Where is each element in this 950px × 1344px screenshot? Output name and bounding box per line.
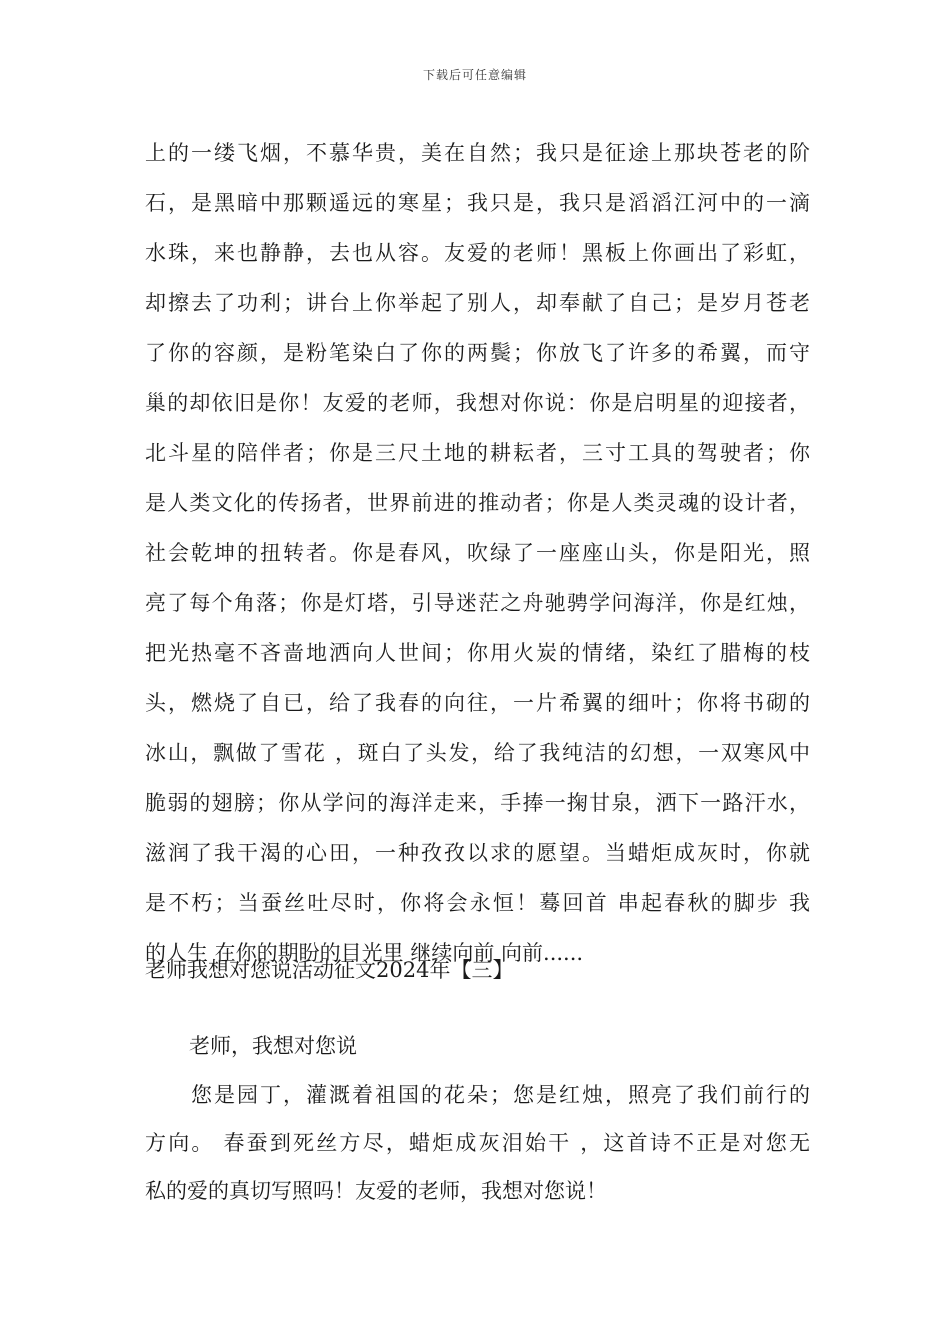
paragraph-line: 把光热毫不吝啬地洒向人世间；你用火炭的情绪，染红了腊梅的枝: [145, 641, 810, 665]
paragraph-line: 石，是黑暗中那颗遥远的寒星；我只是，我只是滔滔江河中的一滴: [145, 191, 810, 215]
page-header-note: 下载后可任意编辑: [422, 68, 527, 82]
paragraph-line: 却擦去了功利；讲台上你举起了别人，却奉献了自己；是岁月苍老: [145, 291, 810, 315]
paragraph-line: 头，燃烧了自已，给了我春的向往，一片希翼的细叶；你将书砌的: [145, 691, 810, 715]
paragraph-line: 冰山，飘做了雪花 ，斑白了头发，给了我纯洁的幻想，一双寒风中: [145, 741, 810, 765]
paragraph-line: 的人生 在你的期盼的目光里 继续向前 向前......: [145, 941, 584, 965]
paragraph-line: 是人类文化的传扬者，世界前进的推动者；你是人类灵魂的设计者，: [145, 491, 810, 515]
paragraph-line-text: 您是园丁，灌溉着祖国的花朵；您是红烛，照亮了我们前行的: [189, 1083, 810, 1107]
paragraph-line: 脆弱的翅膀；你从学问的海洋走来，手捧一掬甘泉，洒下一路汗水，: [145, 791, 810, 815]
paragraph-line: 是不朽；当蚕丝吐尽时，你将会永恒！蓦回首 串起春秋的脚步 我: [145, 891, 810, 915]
section-title: 老师我想对您说活动征文2024年【三】: [145, 958, 514, 982]
paragraph-2: [145, 1071, 810, 1215]
paragraph-1: [145, 128, 810, 978]
paragraph-line: 方向。 春蚕到死丝方尽，蜡炬成灰泪始干 ，这首诗不正是对您无: [145, 1131, 810, 1155]
paragraph-line: [145, 1071, 810, 1119]
paragraph-line: 上的一缕飞烟，不慕华贵，美在自然；我只是征途上那块苍老的阶: [145, 141, 810, 165]
sub-heading: 老师，我想对您说: [189, 1034, 357, 1058]
paragraph-line: 社会乾坤的扭转者。你是春风，吹绿了一座座山头，你是阳光，照: [145, 541, 810, 565]
paragraph-line: 巢的却依旧是你！友爱的老师，我想对你说：你是启明星的迎接者，: [145, 391, 810, 415]
paragraph-line: 滋润了我干渴的心田，一种孜孜以求的愿望。当蜡炬成灰时，你就: [145, 841, 810, 865]
paragraph-line: 了你的容颜，是粉笔染白了你的两鬓；你放飞了许多的希翼，而守: [145, 341, 810, 365]
paragraph-line: 北斗星的陪伴者；你是三尺土地的耕耘者，三寸工具的驾驶者；你: [145, 441, 810, 465]
paragraph-line: 亮了每个角落；你是灯塔，引导迷茫之舟驰骋学问海洋，你是红烛，: [145, 591, 810, 615]
paragraph-line: 水珠，来也静静，去也从容。友爱的老师！黑板上你画出了彩虹，: [145, 241, 810, 265]
paragraph-line: 私的爱的真切写照吗！友爱的老师，我想对您说！: [145, 1179, 607, 1203]
